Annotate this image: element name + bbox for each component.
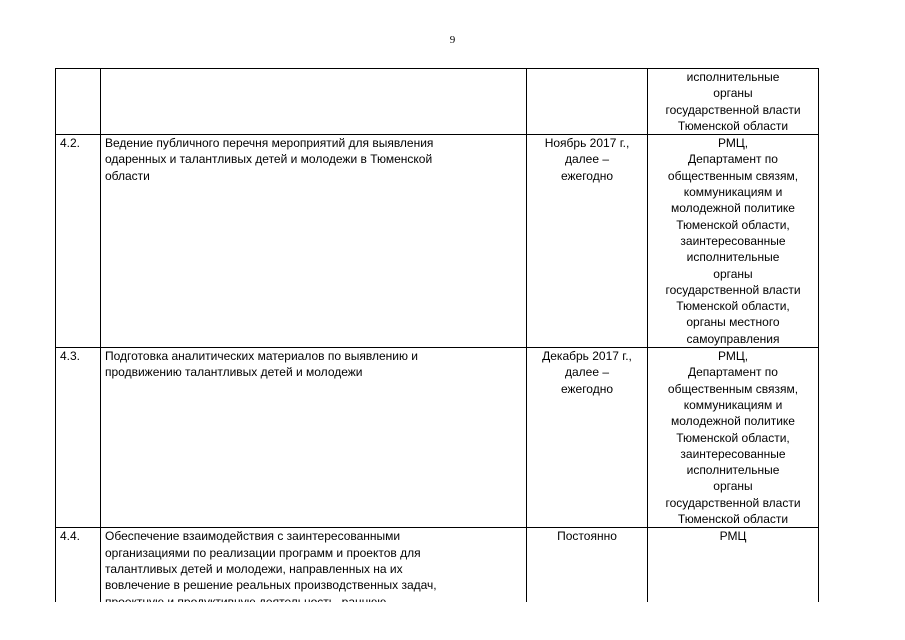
item-responsible-cell <box>648 528 819 610</box>
text-line: продвижению талантливых детей и молодежи <box>105 365 363 380</box>
measures-table-body <box>56 69 819 611</box>
item-description-cell <box>101 69 527 135</box>
item-description-cell <box>101 528 527 610</box>
table-row <box>56 135 819 348</box>
text-line: Ноябрь 2017 г., <box>544 136 630 151</box>
text-line: Тюменской области <box>677 512 789 527</box>
text-line: РМЦ, <box>717 136 749 151</box>
text-line: органы <box>713 86 753 101</box>
text-line: Декабрь 2017 г., <box>542 349 632 364</box>
table-row <box>56 69 819 135</box>
text-line: одаренных и талантливых детей и молодежи в Тюменской <box>105 152 433 167</box>
item-deadline-cell <box>527 528 648 610</box>
table-row <box>56 528 819 610</box>
text-line: Подготовка аналитических материалов по выявлению и <box>105 349 418 364</box>
text-line: далее – <box>564 365 610 380</box>
text-line: далее – <box>564 152 610 167</box>
text-line: Ведение публичного перечня мероприятий для выявления <box>105 136 434 151</box>
text-line: вовлечение в решение реальных производственных задач, <box>105 578 437 593</box>
text-line: РМЦ, <box>717 349 749 364</box>
text-line: Департамент по <box>688 365 778 380</box>
text-line: Тюменской области <box>677 118 789 133</box>
text-line: области <box>105 168 150 183</box>
item-responsible-cell <box>648 348 819 528</box>
page-bottom-margin <box>0 602 905 640</box>
text-line: Тюменской области, <box>676 430 790 445</box>
item-description-cell <box>101 135 527 348</box>
text-line: коммуникациям и <box>683 397 783 412</box>
text-line: ежегодно <box>560 381 614 396</box>
item-responsible-cell <box>648 135 819 348</box>
page-number: 9 <box>449 34 456 46</box>
text-line: коммуникациям и <box>683 185 783 200</box>
item-number-cell: 4.3. <box>56 348 101 528</box>
text-line: ежегодно <box>560 168 614 183</box>
measures-table <box>55 68 819 611</box>
item-number-cell: 4.2. <box>56 135 101 348</box>
text-line: исполнительные <box>686 463 780 478</box>
text-line: государственной власти <box>665 102 801 117</box>
text-line: общественным связям, <box>667 168 799 183</box>
item-description-cell <box>101 348 527 528</box>
text-line: организациями по реализации программ и проектов для <box>105 545 421 560</box>
text-line: общественным связям, <box>667 381 799 396</box>
item-deadline-cell <box>527 69 648 135</box>
text-line: Обеспечение взаимодействия с заинтересованными <box>105 529 401 544</box>
text-line: исполнительные <box>686 70 780 84</box>
text-line: государственной власти <box>665 282 801 297</box>
text-line: Постоянно <box>557 529 617 544</box>
item-deadline-cell <box>527 348 648 528</box>
text-line: заинтересованные <box>680 446 786 461</box>
item-number-cell: 4.4. <box>56 528 101 610</box>
text-line: органы <box>713 266 753 281</box>
text-line: государственной власти <box>665 495 801 510</box>
text-line: молодежной политике <box>671 414 795 429</box>
item-deadline-cell <box>527 135 648 348</box>
text-line: исполнительные <box>686 250 780 265</box>
item-responsible-cell <box>648 69 819 135</box>
text-line: самоуправления <box>686 331 780 346</box>
text-line: заинтересованные <box>680 233 786 248</box>
text-line: РМЦ <box>719 529 747 544</box>
text-line: молодежной политике <box>671 201 795 216</box>
item-number-cell <box>56 69 101 135</box>
text-line: талантливых детей и молодежи, направленных на их <box>105 561 403 576</box>
table-row <box>56 348 819 528</box>
text-line: Департамент по <box>688 152 778 167</box>
text-line: Тюменской области, <box>676 217 790 232</box>
text-line: Тюменской области, <box>676 299 790 314</box>
text-line: органы <box>713 479 753 494</box>
text-line: органы местного <box>686 315 780 330</box>
